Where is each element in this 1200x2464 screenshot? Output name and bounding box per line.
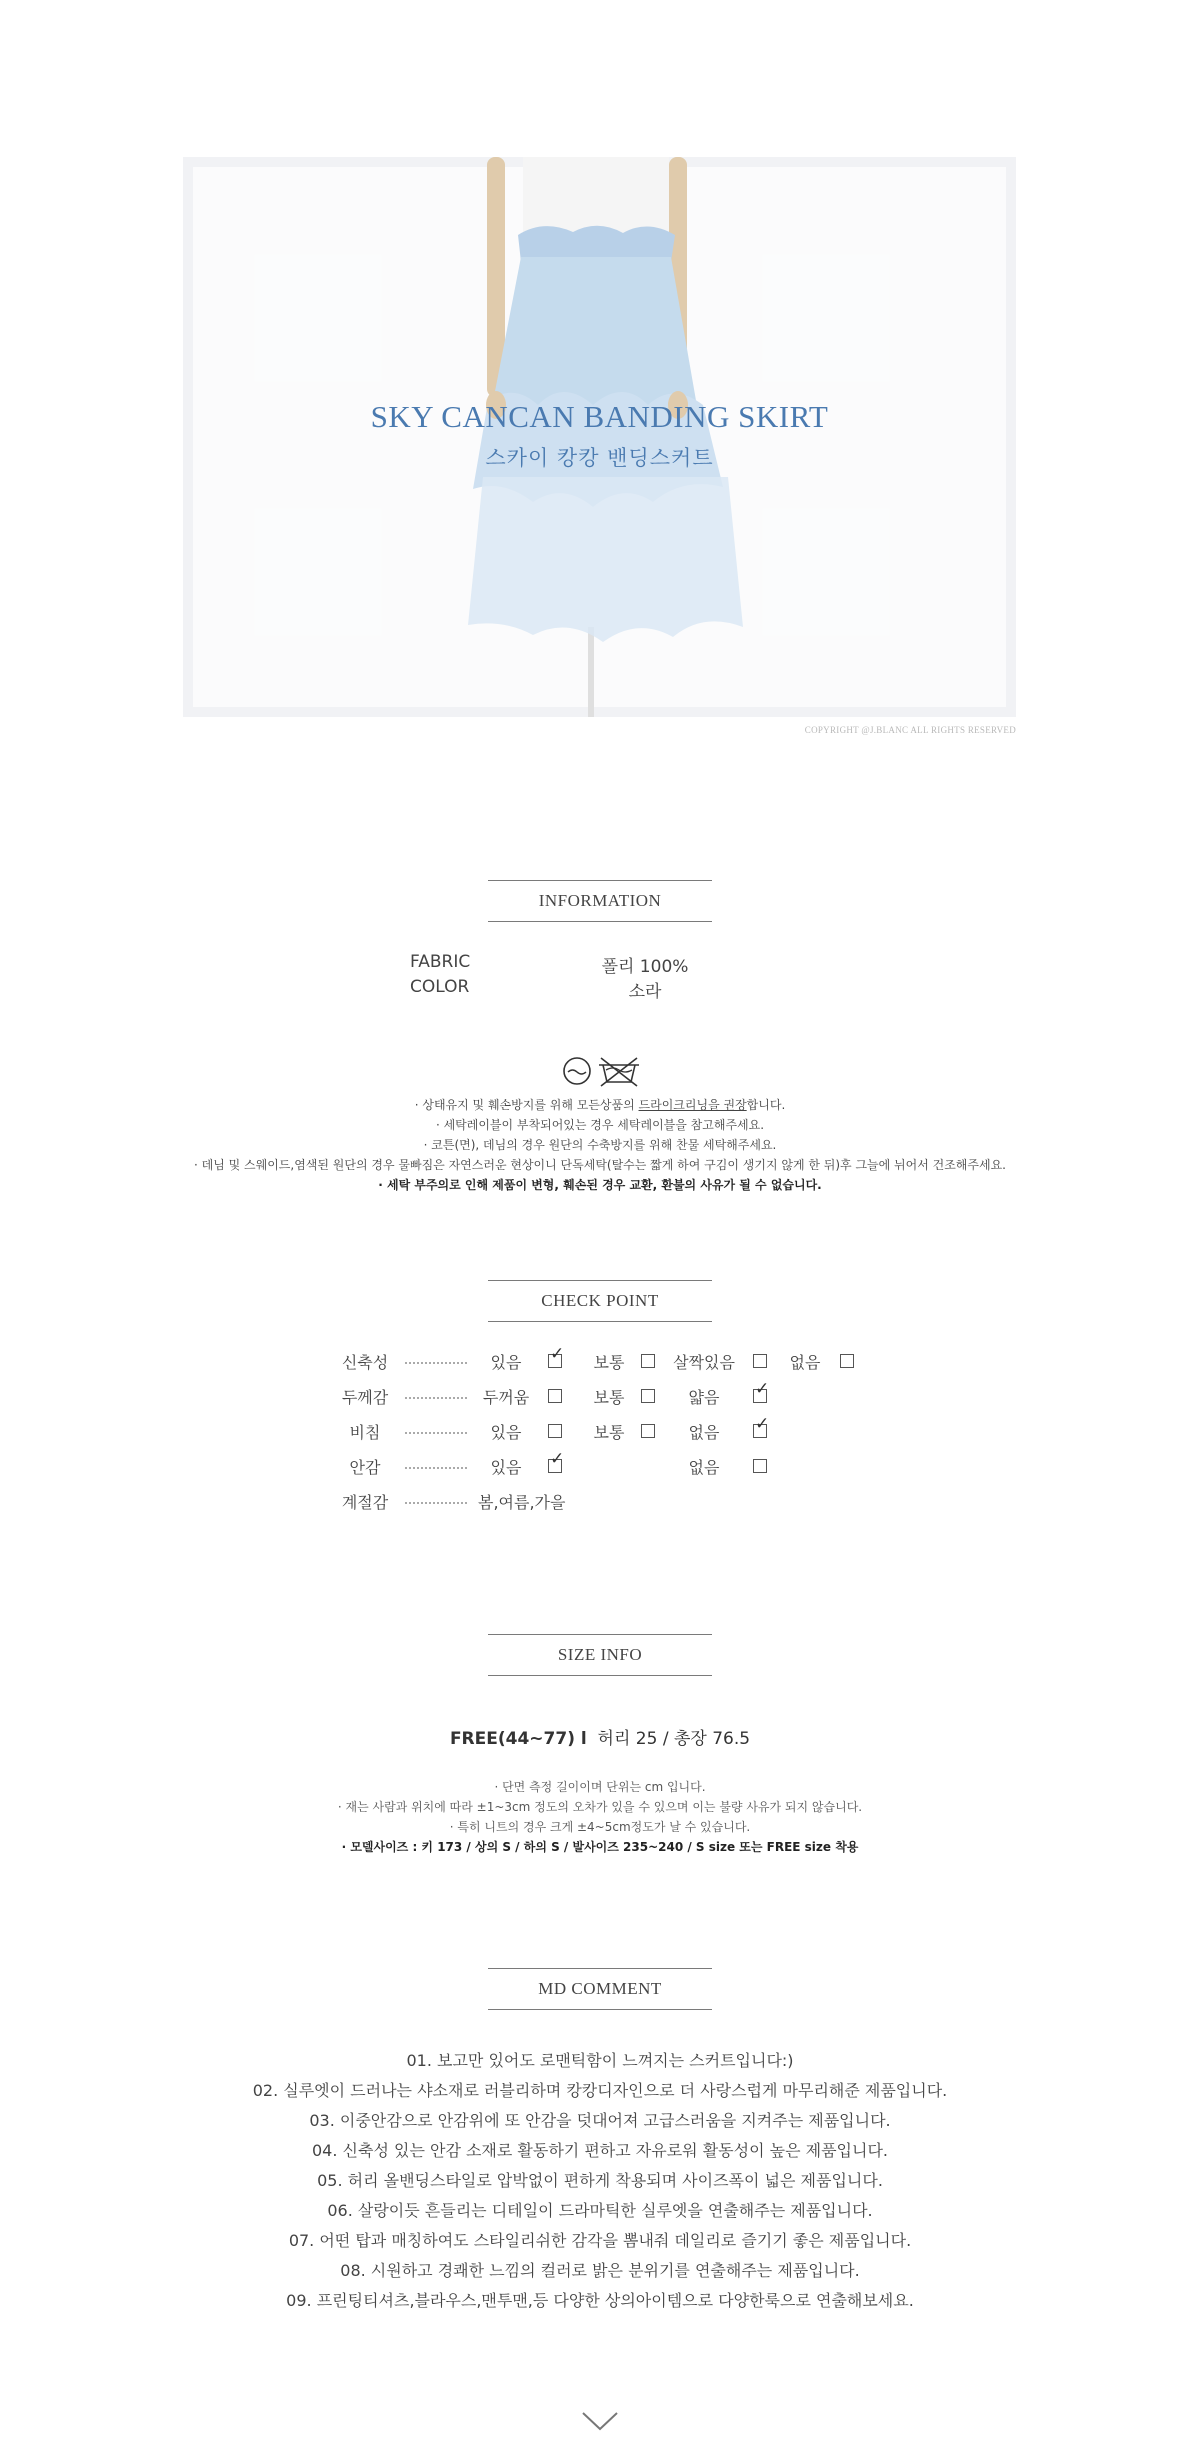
check-point-heading: CHECK POINT — [488, 1280, 712, 1322]
dotted-leader — [405, 1467, 467, 1469]
product-title-en: SKY CANCAN BANDING SKIRT — [370, 399, 829, 434]
option-label: 보통 — [593, 1353, 625, 1372]
checkbox — [548, 1424, 562, 1438]
checkbox-checked — [548, 1344, 565, 1368]
wash-icon — [564, 1058, 590, 1084]
size-note: · 특히 니트의 경우 크게 ±4~5cm정도가 날 수 있습니다. — [449, 1820, 751, 1834]
check-label: 비침 — [349, 1423, 381, 1442]
chevron-down-icon — [581, 2410, 619, 2432]
option-label: 보통 — [593, 1423, 625, 1442]
checkbox-checked — [548, 1449, 565, 1473]
no-machine-wash-icon — [599, 1058, 639, 1086]
option-label: 없음 — [789, 1353, 821, 1372]
size-label: FREE(44~77) l — [449, 1729, 587, 1749]
option-label: 살짝있음 — [673, 1353, 735, 1372]
info-row-fabric — [0, 952, 1200, 976]
check-mark-icon: ✓ — [755, 1414, 770, 1434]
checkbox — [753, 1459, 767, 1473]
check-label: 안감 — [349, 1458, 381, 1477]
dotted-leader — [405, 1432, 467, 1434]
checkbox — [641, 1354, 655, 1368]
check-row-season — [0, 1490, 1200, 1516]
check-row-sheerness — [0, 1414, 1200, 1446]
info-value: 소라 — [628, 982, 662, 1002]
checkbox — [641, 1389, 655, 1403]
checkbox-checked — [753, 1414, 770, 1438]
copyright-notice: COPYRIGHT @J.BLANC ALL RIGHTS RESERVED — [804, 725, 1016, 735]
md-comment-line: 01. 보고만 있어도 로맨틱함이 느껴지는 스커트입니다:) — [406, 2051, 794, 2070]
option-label: 보통 — [593, 1388, 625, 1407]
size-info-heading: SIZE INFO — [488, 1634, 712, 1676]
check-row-thickness — [0, 1379, 1200, 1411]
md-comment-line: 03. 이중안감으로 안감위에 또 안감을 덧대어져 고급스러움을 지켜주는 제품입니다. — [309, 2111, 891, 2130]
checkbox — [840, 1354, 854, 1368]
check-mark-icon: ✓ — [550, 1344, 565, 1364]
care-instruction: · 세탁레이블이 부착되어있는 경우 세탁레이블을 참고해주세요. — [435, 1118, 765, 1132]
care-instruction: · 데님 및 스웨이드,염색된 원단의 경우 물빠짐은 자연스러운 현상이니 단독세탁(탈수는 짧게 하여 구김이 생기지 않게 한 뒤)후 그늘에 뉘어서 건조해주세요. — [194, 1158, 1006, 1172]
info-value: 폴리 100% — [601, 957, 689, 977]
size-values: 허리 25 / 총장 76.5 — [597, 1729, 751, 1749]
option-label: 얇음 — [688, 1388, 720, 1407]
info-row-color — [0, 977, 1200, 1001]
dotted-leader — [405, 1397, 467, 1399]
care-instruction: · 상태유지 및 훼손방지를 위해 모든상품의 드라이크리닝을 권장합니다. — [414, 1098, 786, 1112]
option-label: 있음 — [490, 1458, 522, 1477]
checkbox — [753, 1354, 767, 1368]
model-size-note: · 모델사이즈 : 키 173 / 상의 S / 하의 S / 발사이즈 235~240 / S size 또는 FREE size 착용 — [341, 1840, 859, 1854]
size-note: · 단면 측정 길이이며 단위는 cm 입니다. — [494, 1780, 706, 1794]
option-label: 없음 — [688, 1423, 720, 1442]
check-row-elasticity — [0, 1344, 1200, 1376]
dotted-leader — [405, 1502, 467, 1504]
size-summary — [0, 1724, 1200, 1749]
option-label: 두꺼움 — [482, 1388, 530, 1407]
info-label: COLOR — [410, 977, 470, 997]
checkbox — [548, 1389, 562, 1403]
md-comment-line: 05. 허리 올밴딩스타일로 압박없이 편하게 착용되며 사이즈폭이 넓은 제품입니다. — [317, 2171, 883, 2190]
product-hero-image — [183, 157, 1016, 717]
check-mark-icon: ✓ — [550, 1449, 565, 1469]
care-instruction: · 코튼(면), 데님의 경우 원단의 수축방지를 위해 찬물 세탁해주세요. — [423, 1138, 777, 1152]
hero-overlay — [183, 157, 1016, 717]
md-comment-line: 04. 신축성 있는 안감 소재로 활동하기 편하고 자유로워 활동성이 높은 제품입니다. — [312, 2141, 888, 2160]
information-heading: INFORMATION — [488, 880, 712, 922]
md-comment-line: 02. 실루엣이 드러나는 샤소재로 러블리하며 캉캉디자인으로 더 사랑스럽게 마무리해준 제품입니다. — [252, 2081, 948, 2100]
check-row-lining — [0, 1449, 1200, 1481]
md-comment-heading: MD COMMENT — [488, 1968, 712, 2010]
check-label: 두께감 — [341, 1388, 389, 1407]
info-label: FABRIC — [410, 952, 471, 972]
checkbox — [641, 1424, 655, 1438]
md-comment-line: 07. 어떤 탑과 매칭하여도 스타일리쉬한 감각을 뽐내줘 데일리로 즐기기 좋은 제품입니다. — [288, 2231, 912, 2250]
season-value: 봄,여름,가을 — [478, 1493, 566, 1512]
check-label: 계절감 — [341, 1493, 389, 1512]
md-comment-line: 08. 시원하고 경쾌한 느낌의 컬러로 밝은 분위기를 연출해주는 제품입니다. — [340, 2261, 860, 2280]
size-note: · 재는 사람과 위치에 따라 ±1~3cm 정도의 오차가 있을 수 있으며 이는 불량 사유가 되지 않습니다. — [337, 1800, 863, 1814]
option-label: 있음 — [490, 1423, 522, 1442]
product-title-ko: 스카이 캉캉 밴딩스커트 — [485, 446, 714, 470]
check-mark-icon: ✓ — [755, 1379, 770, 1399]
option-label: 없음 — [688, 1458, 720, 1477]
checkbox-checked — [753, 1379, 770, 1403]
care-icons — [561, 1055, 641, 1087]
md-comment-line: 06. 살랑이듯 흔들리는 디테일이 드라마틱한 실루엣을 연출해주는 제품입니다. — [327, 2201, 873, 2220]
dotted-leader — [405, 1362, 467, 1364]
check-label: 신축성 — [341, 1353, 389, 1372]
care-warning: · 세탁 부주의로 인해 제품이 변형, 훼손된 경우 교환, 환불의 사유가 될 수 없습니다. — [378, 1178, 822, 1192]
option-label: 있음 — [490, 1353, 522, 1372]
md-comment-line: 09. 프린팅티셔츠,블라우스,맨투맨,등 다양한 상의아이템으로 다양한룩으로 연출해보세요. — [286, 2291, 914, 2310]
